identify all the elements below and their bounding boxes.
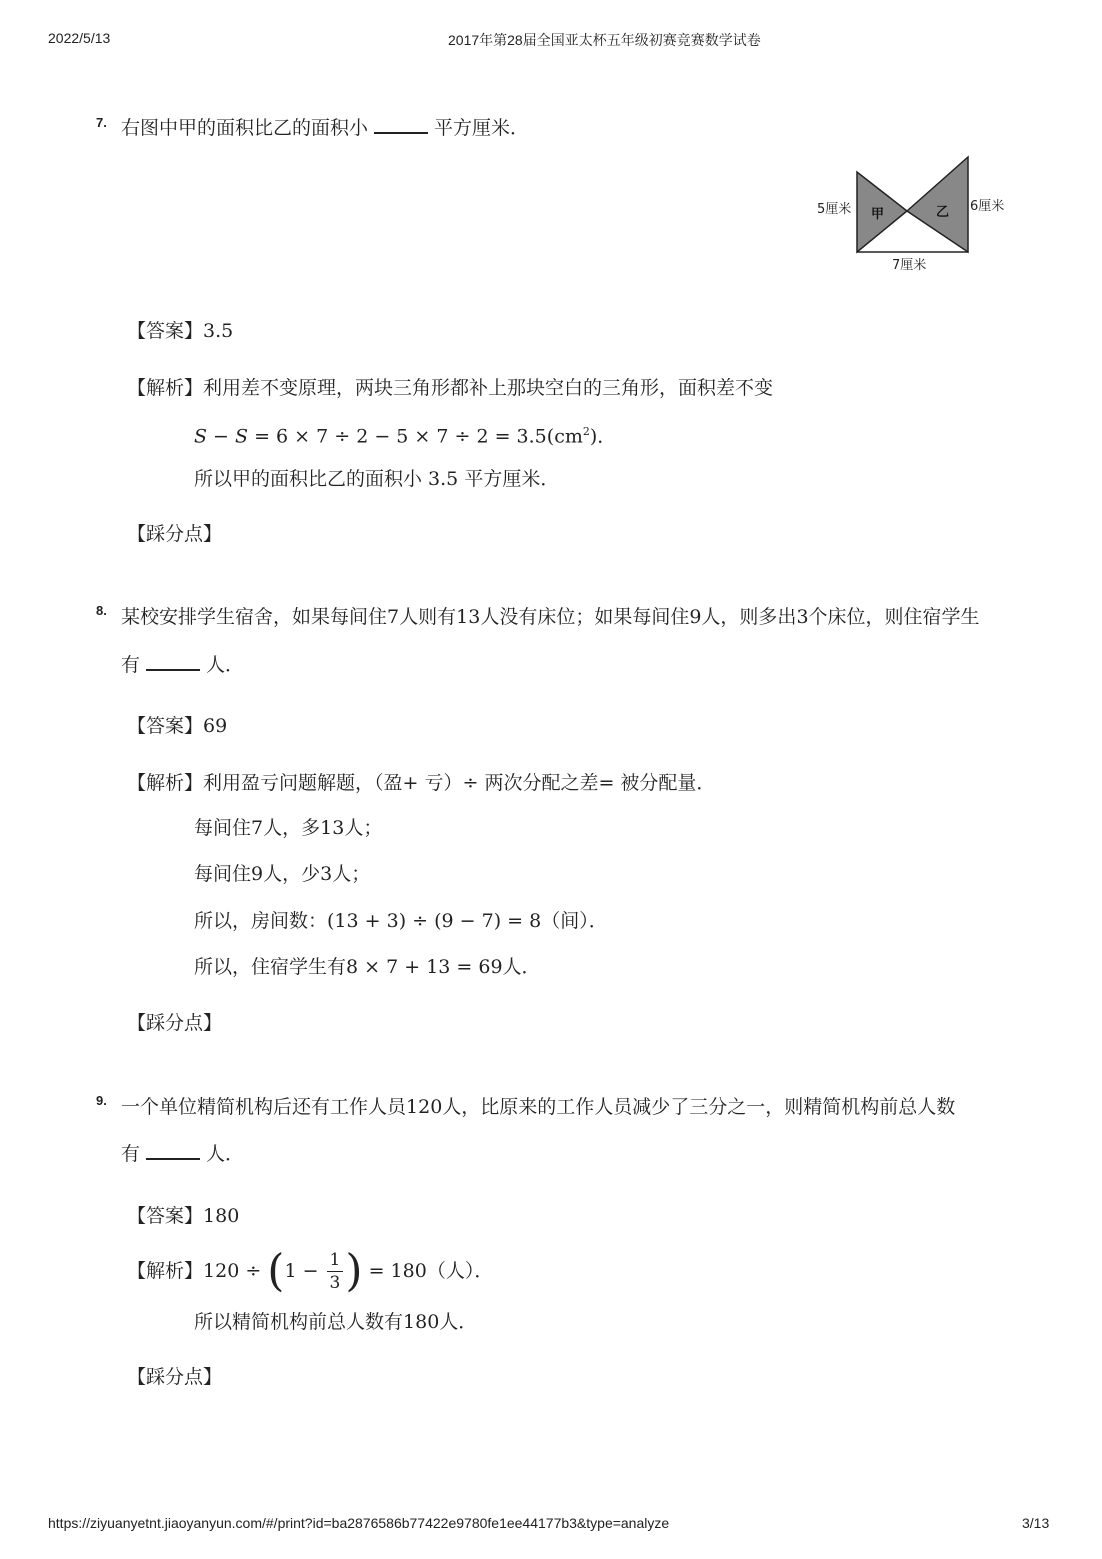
q8-text-d: 人，则多出 — [701, 606, 797, 628]
answer-value: 69 — [203, 715, 228, 737]
step1-c: 人； — [344, 817, 383, 839]
question-8-step-2 — [194, 861, 370, 887]
left-paren: ( — [267, 1245, 285, 1297]
answer-blank — [374, 114, 428, 134]
expr-c: = 180 — [362, 1260, 427, 1282]
conclusion-a: 所以甲的面积比乙的面积小 — [194, 468, 423, 490]
analysis-d: 被分配量． — [614, 772, 716, 794]
fraction-one-third — [327, 1249, 344, 1294]
label-6cm: 6厘米 — [970, 199, 1005, 214]
question-7-text — [121, 114, 529, 141]
step1-n: 7 — [251, 817, 264, 839]
step2-m: 3 — [320, 863, 333, 885]
answer-label: 【答案】 — [127, 1205, 204, 1227]
question-9-line-1 — [121, 1094, 955, 1120]
formula-unit-open: (cm — [546, 425, 583, 448]
step4-expression: 8 × 7 + 13 = 69 — [346, 956, 503, 978]
q9-line2-b: 人． — [206, 1143, 245, 1165]
analysis-label: 【解析】 — [127, 1260, 204, 1282]
q8-text-b: 人则有 — [399, 606, 457, 628]
conclusion-b: 人． — [439, 1311, 478, 1333]
answer-value: 3.5 — [203, 320, 234, 342]
step2-n: 9 — [251, 863, 264, 885]
question-7-text-b: 平方厘米． — [434, 117, 530, 139]
q8-number-3: 3 — [796, 606, 809, 628]
formula-lhs: S − S — [194, 425, 249, 448]
analysis-a: 利用盈亏问题解题，（盈 — [203, 772, 403, 794]
step3-expression: (13 + 3) ÷ (9 − 7) = 8 — [327, 910, 542, 932]
q8-number-9: 9 — [689, 606, 702, 628]
question-7-formula — [194, 419, 616, 449]
step1-b: 人，多 — [263, 817, 321, 839]
conclusion-n: 180 — [403, 1311, 440, 1333]
answer-label: 【答案】 — [127, 320, 204, 342]
step2-b: 人，少 — [263, 863, 321, 885]
label-5cm: 5厘米 — [817, 202, 852, 217]
question-9-scoring-points: 【踩分点】 — [127, 1366, 223, 1388]
question-9-number: 9. — [96, 1093, 107, 1108]
document-title: 2017年第28届全国亚太杯五年级初赛竞赛数学试卷 — [448, 32, 761, 48]
q9-text-a: 一个单位精简机构后还有工作人员 — [121, 1096, 407, 1118]
divide-sign: ÷ — [462, 772, 479, 794]
question-9-analysis — [127, 1246, 493, 1296]
question-7-conclusion — [194, 466, 559, 492]
page-url: https://ziyuanyetnt.jiaoyanyun.com/#/print?id=ba2876586b77422e9780fe1ee44177b3&type=analyze — [48, 1515, 670, 1531]
plus-sign: + — [402, 772, 419, 794]
q8-text-a: 某校安排学生宿舍，如果每间住 — [121, 606, 388, 628]
analysis-text: 利用差不变原理，两块三角形都补上那块空白的三角形，面积差不变 — [203, 377, 774, 399]
right-paren: ) — [345, 1245, 363, 1297]
step1-a: 每间住 — [194, 817, 252, 839]
step2-c: 人； — [332, 863, 371, 885]
conclusion-num: 3.5 — [422, 468, 465, 490]
print-date: 2022/5/13 — [48, 30, 111, 46]
q8-number-13: 13 — [456, 606, 481, 628]
conclusion-a: 所以精简机构前总人数有 — [194, 1311, 404, 1333]
formula-unit-close: )． — [589, 425, 617, 448]
label-7cm: 7厘米 — [892, 258, 927, 273]
step3-a: 所以，房间数： — [194, 910, 328, 932]
step4-b: 人． — [502, 956, 541, 978]
expr-a: 120 ÷ — [203, 1260, 268, 1282]
q8-number-7: 7 — [387, 606, 400, 628]
question-7-answer — [127, 318, 233, 344]
question-9-line-2 — [121, 1140, 244, 1167]
question-8-step-4 — [194, 954, 541, 980]
q8-line2-a: 有 — [121, 654, 141, 676]
question-8-step-1 — [194, 815, 382, 841]
question-8-scoring-points: 【踩分点】 — [127, 1012, 223, 1034]
label-jia: 甲 — [871, 207, 885, 222]
step2-a: 每间住 — [194, 863, 252, 885]
step1-m: 13 — [320, 817, 345, 839]
question-7-scoring-points: 【踩分点】 — [127, 523, 223, 545]
step3-b: （间）． — [541, 910, 608, 932]
q9-line2-a: 有 — [121, 1143, 141, 1165]
question-8-line-2 — [121, 651, 244, 678]
analysis-label: 【解析】 — [127, 377, 204, 399]
q9-number-120: 120 — [406, 1096, 443, 1118]
question-7-text-a: 右图中甲的面积比乙的面积小 — [121, 117, 369, 139]
bowtie-triangle-figure — [812, 150, 1022, 280]
analysis-label: 【解析】 — [127, 772, 204, 794]
q9-text-b: 人，比原来的工作人员减少了三分之一，则精简机构前总人数 — [442, 1096, 956, 1118]
question-8-step-3 — [194, 908, 608, 934]
question-8-number: 8. — [96, 603, 107, 618]
step4-a: 所以，住宿学生有 — [194, 956, 347, 978]
fraction-numerator: 1 — [327, 1249, 344, 1272]
answer-blank — [146, 1140, 200, 1160]
answer-blank — [146, 651, 200, 671]
q8-line2-b: 人． — [206, 654, 245, 676]
equals-sign: = — [598, 772, 615, 794]
fraction-denominator: 3 — [329, 1273, 341, 1293]
answer-value: 180 — [203, 1205, 240, 1227]
analysis-c: 两次分配之差 — [478, 772, 599, 794]
question-7-analysis — [127, 375, 773, 401]
question-9-conclusion — [194, 1309, 477, 1335]
analysis-b: 亏） — [418, 772, 463, 794]
conclusion-b: 平方厘米． — [464, 468, 560, 490]
question-7-number: 7. — [96, 115, 107, 130]
q8-text-e: 个床位，则住宿学生 — [808, 606, 980, 628]
formula-rhs: = 6 × 7 ÷ 2 − 5 × 7 ÷ 2 = 3.5 — [248, 425, 547, 448]
question-8-answer — [127, 713, 227, 739]
q8-text-c: 人没有床位；如果每间住 — [480, 606, 690, 628]
question-8-line-1 — [121, 604, 980, 630]
page-number: 3/13 — [1022, 1515, 1050, 1531]
question-8-analysis — [127, 770, 715, 796]
question-9-answer — [127, 1203, 239, 1229]
expr-b: 1 − — [284, 1260, 325, 1282]
formula-unit-exp: 2 — [582, 425, 590, 438]
expr-unit: （人）． — [426, 1260, 494, 1282]
label-yi: 乙 — [936, 205, 950, 220]
answer-label: 【答案】 — [127, 715, 204, 737]
